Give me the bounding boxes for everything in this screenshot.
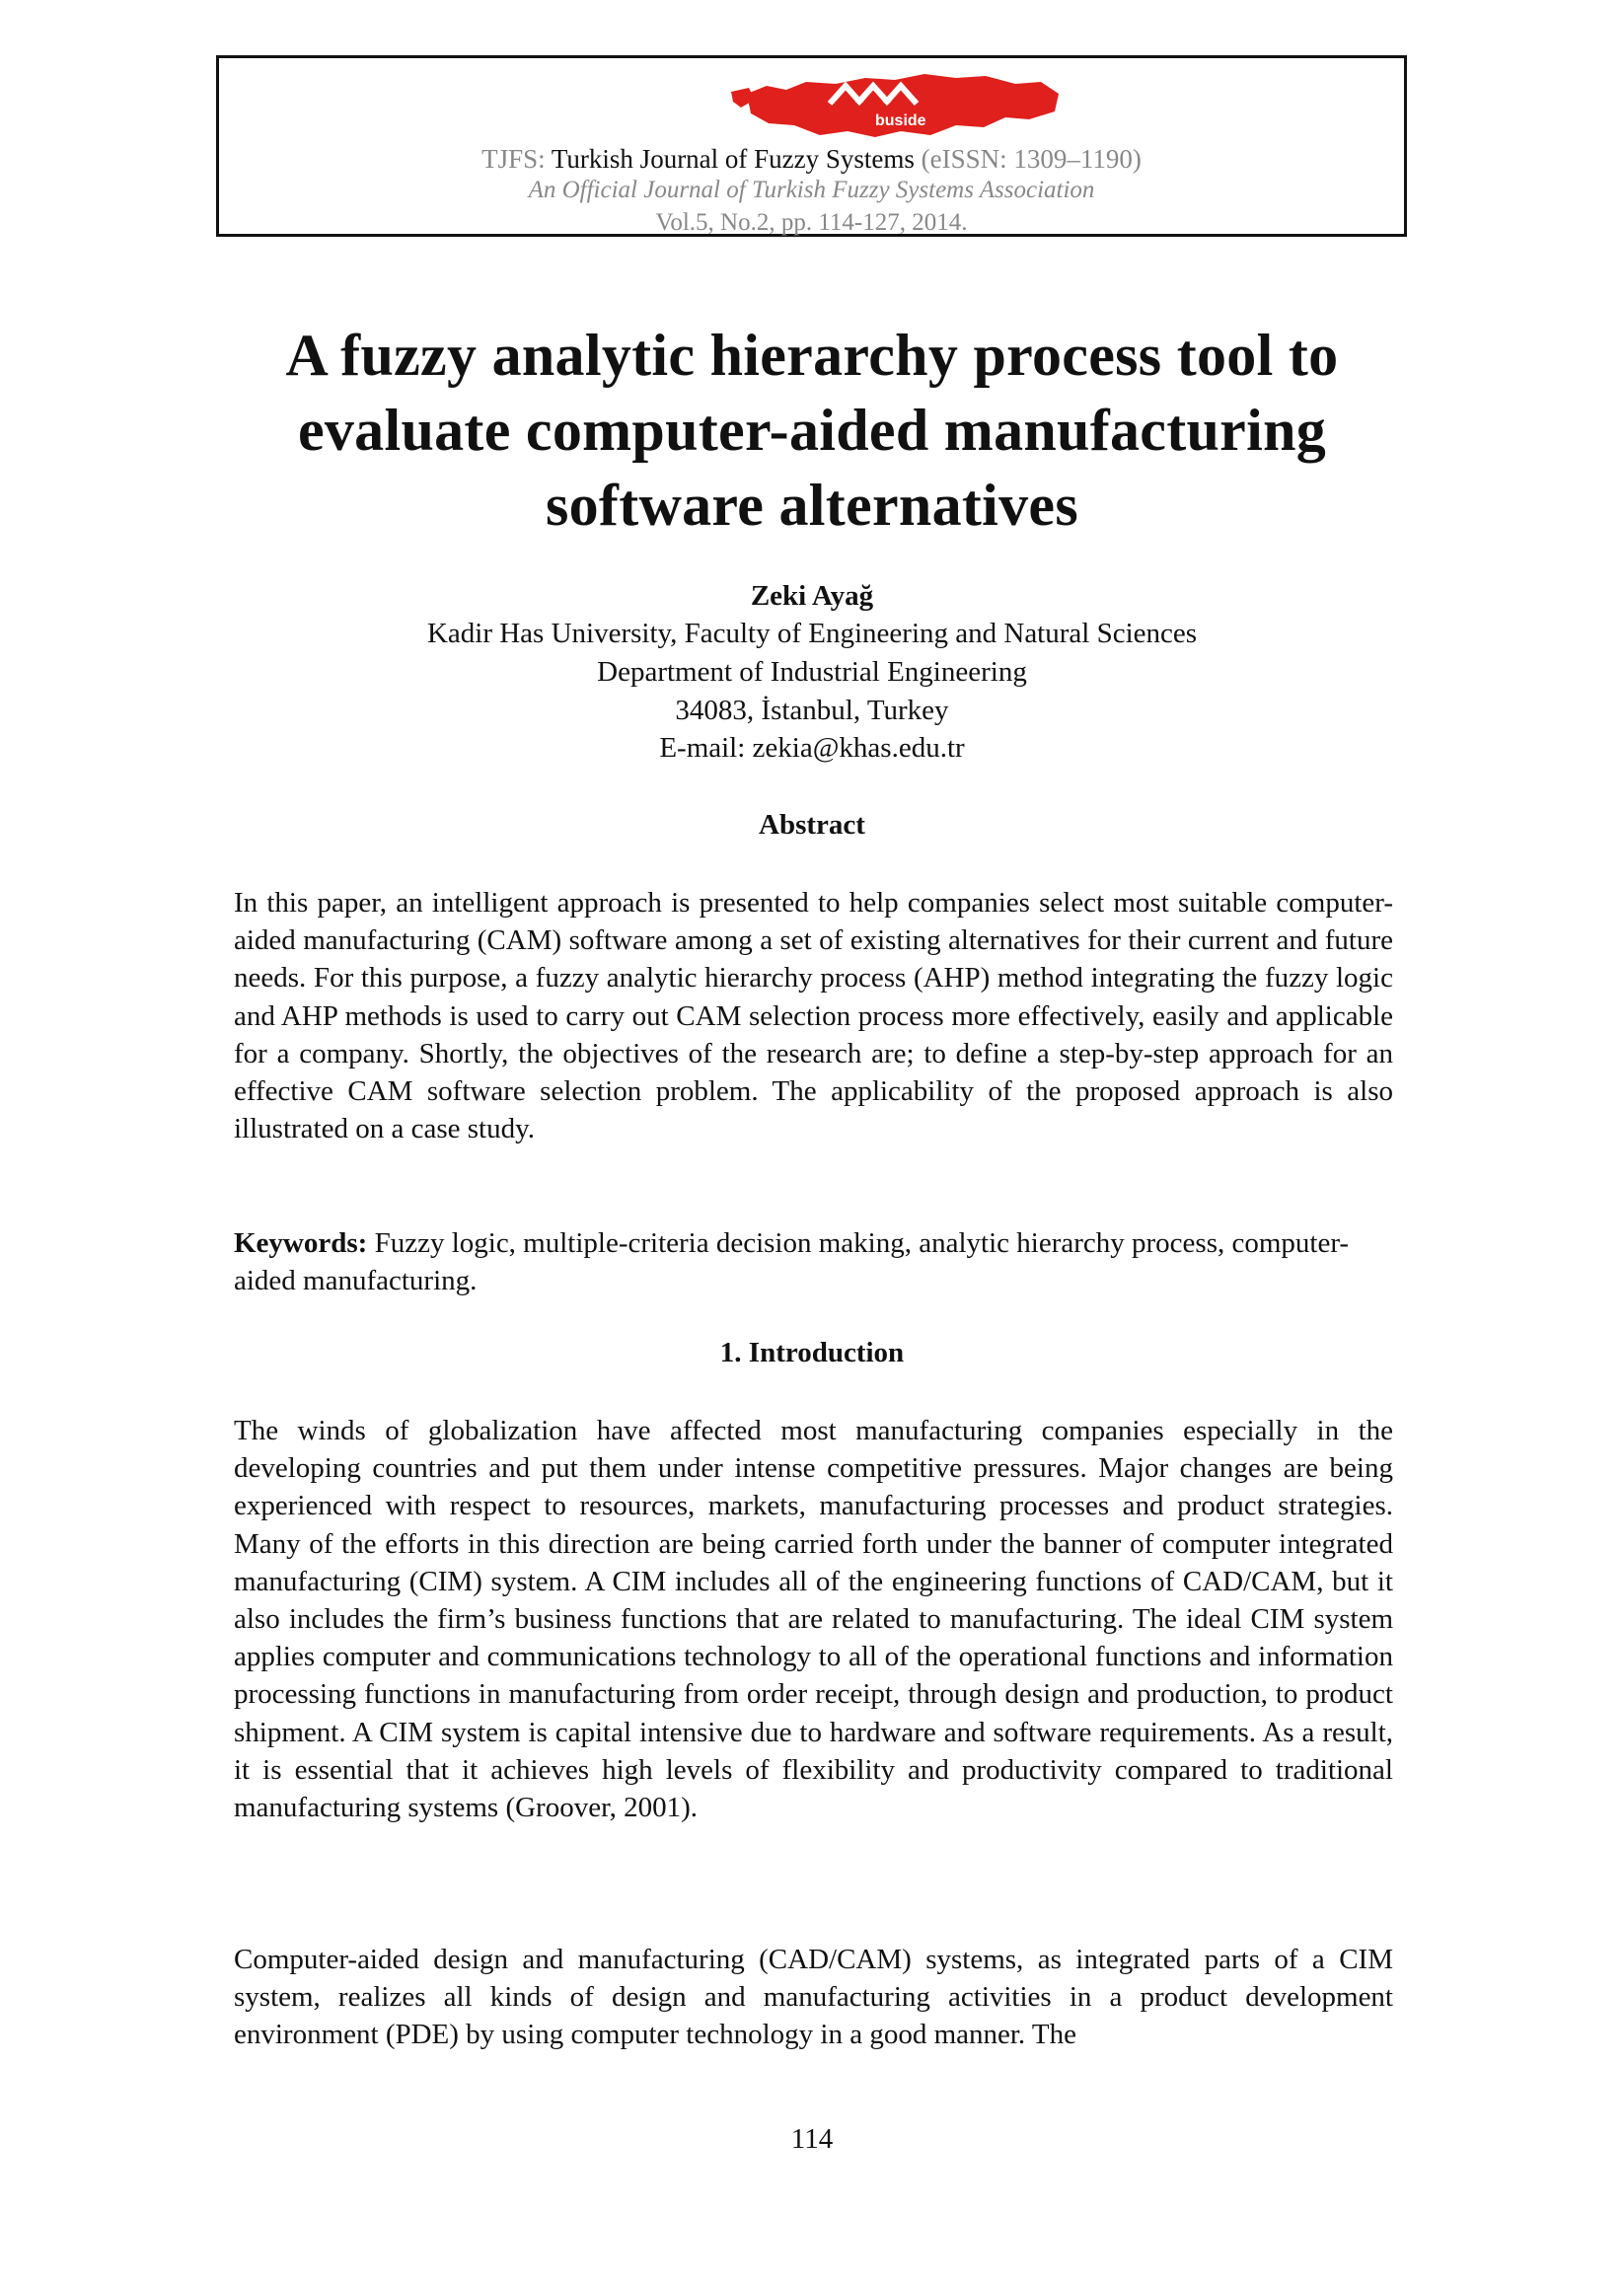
keywords-label: Keywords:	[234, 1227, 368, 1259]
tjfs-logo	[727, 64, 1122, 145]
abstract-text: In this paper, an intelligent approach is presented to help companies select most suitable computer-aided manufacturing (CAM) software among a set of existing alternatives for their current and future needs. For this purpose, a fuzzy analytic hierarchy process (AHP) method integrating the fuzzy logic and AHP methods is used to carry out CAM selection process more effectively, easily and applicable for a company. Shortly, the objectives of the research are; to define a step-by-step approach for an effective CAM software selection problem. The applicability of the proposed approach is also illustrated on a case study.	[234, 887, 1393, 1145]
logo-text: buside	[875, 112, 926, 129]
journal-subtitle: An Official Journal of Turkish Fuzzy Systems Association	[528, 177, 1095, 203]
keywords	[234, 1224, 1393, 1299]
intro-paragraph-1: The winds of globalization have affected most manufacturing companies especially in the developing countries and put them under intense competitive pressures. Major changes are being experienced with respect to resources, markets, manufacturing processes and product strategies. Many of the efforts in this direction are being carried forth under the banner of computer integrated manufacturing (CIM) system. A CIM includes all of the engineering functions of CAD/CAM, but it also includes the firm’s business functions that are related to manufacturing. The ideal CIM system applies computer and communications technology to all of the operational functions and information processing functions in manufacturing from order receipt, through design and production, to product shipment. A CIM system is capital intensive due to hardware and software requirements. As a result, it is essential that it achieves high levels of flexibility and productivity compared to traditional manufacturing systems (Groover, 2001).	[234, 1415, 1393, 1824]
paper-title: A fuzzy analytic hierarchy process tool to evaluate computer-aided manufacturing software alternatives	[285, 323, 1339, 538]
affiliation-line: Department of Industrial Engineering	[597, 656, 1027, 688]
author-email: E-mail: zekia@khas.edu.tr	[659, 732, 965, 764]
abstract-heading: Abstract	[759, 809, 865, 841]
journal-header	[216, 55, 1407, 237]
intro-heading: 1. Introduction	[719, 1337, 905, 1368]
affiliation-line: 34083, İstanbul, Turkey	[675, 695, 949, 726]
journal-issn: (eISSN: 1309–1190)	[921, 144, 1142, 174]
author-name: Zeki Ayağ	[750, 580, 874, 612]
page-number: 114	[790, 2123, 834, 2155]
intro-paragraph-2: Computer-aided design and manufacturing (CAD/CAM) systems, as integrated parts of a CIM system, realizes all kinds of design and manufacturing activities in a product development environment (PDE) by using computer technology in a good manner. The	[234, 1944, 1393, 2051]
journal-title-line	[219, 144, 1404, 175]
journal-name: Turkish Journal of Fuzzy Systems	[551, 144, 915, 174]
journal-abbrev: TJFS:	[481, 144, 546, 174]
journal-volume: Vol.5, No.2, pp. 114-127, 2014.	[655, 209, 968, 236]
keywords-text: Fuzzy logic, multiple-criteria decision making, analytic hierarchy process, computer-aided manufacturing.	[234, 1227, 1350, 1297]
affiliation-line: Kadir Has University, Faculty of Engineering and Natural Sciences	[426, 618, 1198, 649]
